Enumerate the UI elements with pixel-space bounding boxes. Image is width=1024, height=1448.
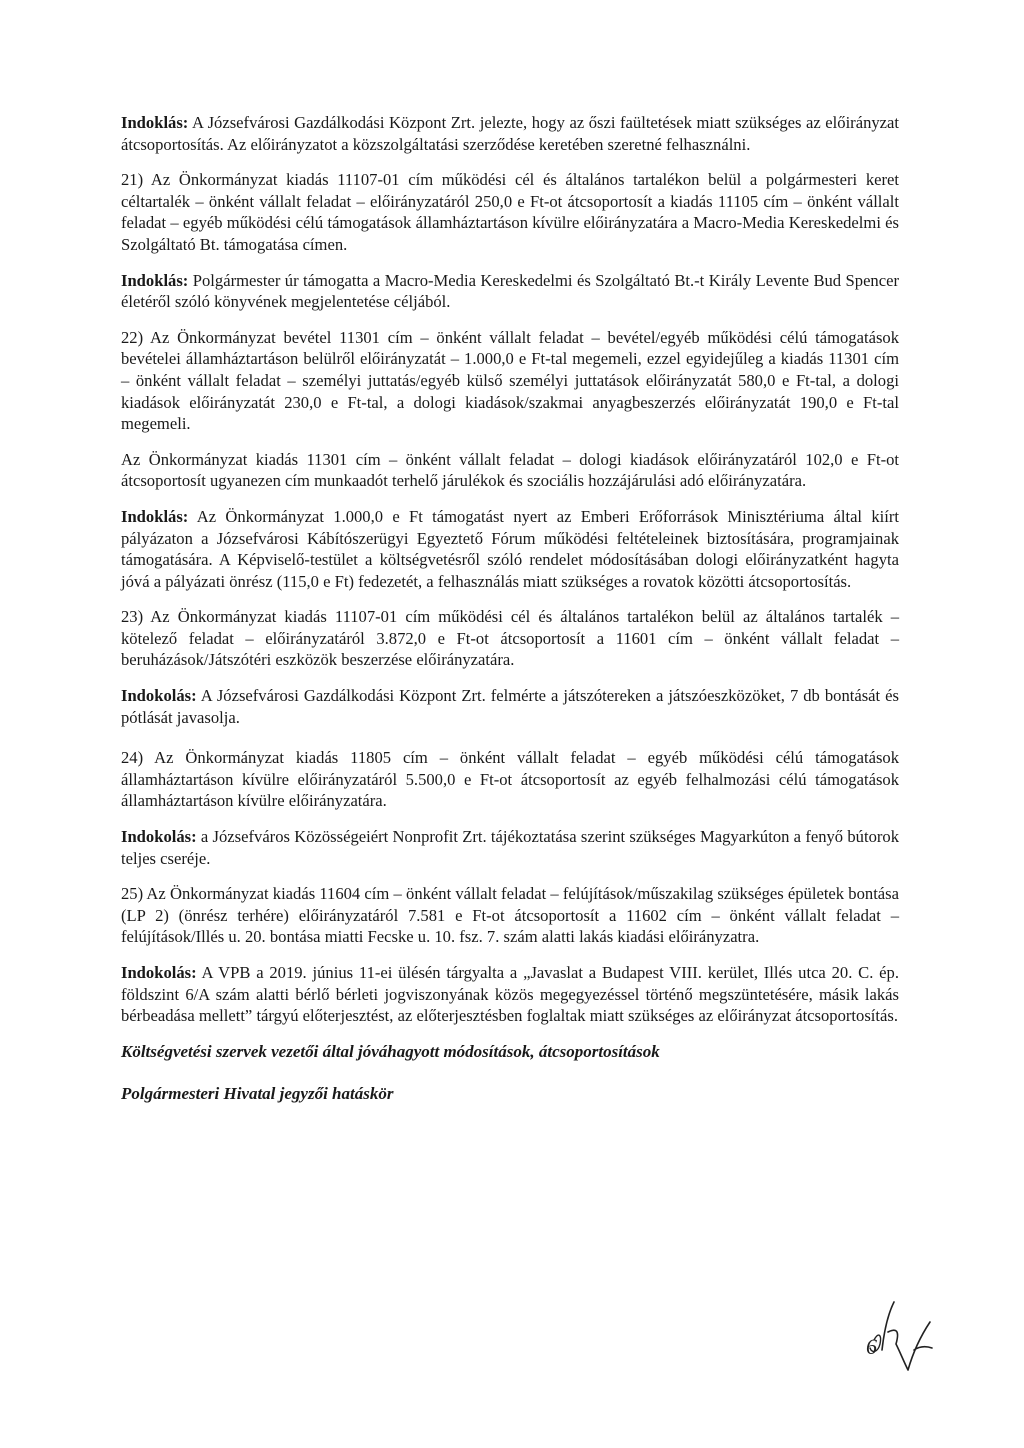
paragraph-list [121, 112, 899, 1027]
paragraph-label: Indokolás: [121, 963, 197, 982]
paragraph [121, 112, 899, 155]
paragraph-label: Indoklás: [121, 113, 189, 132]
paragraph-text: Az Önkormányzat kiadás 11301 cím – önként vállalt feladat – dologi kiadások előirányzatáról 102,0 e Ft-ot átcsoportosít ugyanezen cím munkaadót terhelő járulékok és szociális hozzájárulási adó előirányzatára. [121, 449, 899, 491]
paragraph-text: 23) Az Önkormányzat kiadás 11107-01 cím működési cél és általános tartalékon belül az általános tartalék – kötelező feladat – előirányzatáról 3.872,0 e Ft-ot átcsoportosít a 11601 cím – önként vállalt feladat – beruházások/Játszótéri eszközök beszerzése előirányzatára. [121, 607, 899, 670]
paragraph-text: A Józsefvárosi Gazdálkodási Központ Zrt. jelezte, hogy az őszi faültetések miatt szükséges az előirányzat átcsoportosítás. Az előirányzatot a közszolgáltatási szerződése keretében szeretné felhasználni. [121, 113, 899, 154]
paragraph-text: A Józsefvárosi Gazdálkodási Központ Zrt. felmérte a játszótereken a játszóeszközöket, 7 db bontását és pótlását javasolja. [121, 686, 899, 727]
paragraph [121, 327, 899, 435]
paragraph-text: A VPB a 2019. június 11-ei ülésén tárgyalta a „Javaslat a Budapest VIII. kerület, Illés utca 20. C. ép. földszint 6/A szám alatti bérlő bérleti jogviszonyának közös megegyezéssel történő megszüntetésére, másik lakás bérbeadása mellett” tárgyú előterjesztést, az előterjesztésben foglaltak miatt szükséges az előirányzat átcsoportosítás. [121, 963, 899, 1026]
section-headings [121, 1041, 899, 1105]
paragraph-text: 24) Az Önkormányzat kiadás 11805 cím – önként vállalt feladat – egyéb működési célú támogatások államháztartáson kívülre előirányzatáról 5.500,0 e Ft-ot átcsoportosít az egyéb felhalmozási célú támogatások államháztartáson kívülre előirányzatára. [121, 748, 899, 811]
paragraph-text: 25) Az Önkormányzat kiadás 11604 cím – önként vállalt feladat – felújítások/műszakilag szükséges épületek bontása (LP 2) (önrész terhére) előirányzatáról 7.581 e Ft-ot átcsoportosít a 11602 cím – önként vállalt feladat – felújítások/Illés u. 20. bontása miatti Fecske u. 10. fsz. 7. szám alatti lakás kiadási előirányzatra. [121, 884, 899, 947]
section-heading: Polgármesteri Hivatal jegyzői hatáskör [121, 1083, 394, 1103]
paragraph-label: Indokolás: [121, 827, 197, 847]
paragraph-text: 21) Az Önkormányzat kiadás 11107-01 cím működési cél és általános tartalékon belül a polgármesteri keret céltartalék – önként vállalt feladat – előirányzatáról 250,0 e Ft-ot átcsoportosít a kiadás 11105 cím – önként vállalt feladat – egyéb működési célú támogatások államháztartáson kívülre előirányzatára a Macro-Media Kereskedelmi és Szolgáltató Bt. támogatása címen. [121, 170, 899, 254]
paragraph [121, 747, 899, 812]
paragraph-label: Indoklás: [121, 506, 189, 526]
paragraph [121, 826, 899, 869]
section-heading: Költségvetési szervek vezetői által jóváhagyott módosítások, átcsoportosítások [121, 1041, 660, 1061]
paragraph-text: Polgármester úr támogatta a Macro-Media Kereskedelmi és Szolgáltató Bt.-t Király Levente Bud Spencer életéről szóló könyvének megjelentetése céljából. [121, 270, 899, 312]
paragraph-label: Indoklás: [121, 270, 189, 290]
paragraph [121, 685, 899, 728]
paragraph [121, 506, 899, 592]
paragraph [121, 606, 899, 671]
paragraph-text: a Józsefváros Közösségeiért Nonprofit Zrt. tájékoztatása szerint szükséges Magyarkúton a fenyő bútorok teljes cseréje. [121, 827, 899, 868]
page-mark: 6 [866, 1334, 877, 1359]
signature-icon [852, 1292, 972, 1382]
paragraph-label: Indokolás: [121, 686, 197, 706]
paragraph [121, 449, 899, 492]
paragraph [121, 962, 899, 1027]
paragraph [121, 270, 899, 313]
paragraph [121, 169, 899, 255]
document-page [121, 112, 899, 1125]
paragraph-text: 22) Az Önkormányzat bevétel 11301 cím – önként vállalt feladat – bevétel/egyéb működési célú támogatások bevételei államháztartáson belülről előirányzatát – 1.000,0 e Ft-tal megemeli, ezzel egyidejűleg a kiadás 11301 cím – önként vállalt feladat – személyi juttatás/egyéb külső személyi juttatások előirányzatát 580,0 e Ft-tal, a dologi kiadások előirányzatát 230,0 e Ft-tal, a dologi kiadások/szakmai anyagbeszerzés előirányzatát 190,0 e Ft-tal megemeli. [121, 327, 899, 434]
paragraph-text: Az Önkormányzat 1.000,0 e Ft támogatást nyert az Emberi Erőforrások Minisztériuma által kiírt pályázaton a Józsefvárosi Kábítószerügyi Egyeztető Fórum működési feltételeinek biztosítására, programjainak támogatására. A Képviselő-testület a költségvetésről szóló rendelet módosításában dologi előirányzatként hagyta jóvá a pályázati önrész (115,0 e Ft) fedezetét, a felhasználás miatt szükséges a rovatok közötti átcsoportosítás. [121, 506, 899, 591]
paragraph [121, 883, 899, 948]
